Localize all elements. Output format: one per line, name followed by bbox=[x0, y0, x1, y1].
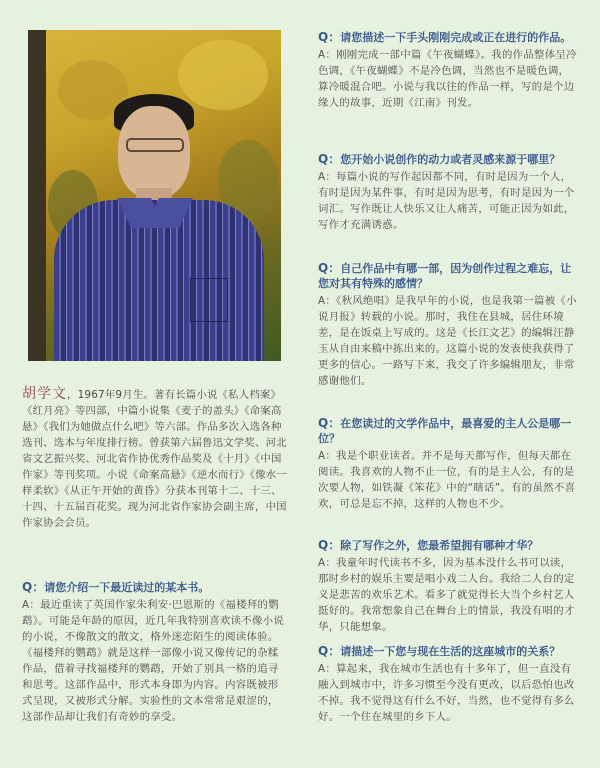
answer-text: 我是个职业读者。并不是每天都写作，但每天都在阅读。我喜欢的人物不止一位，有的是主人公，有的是次要人物，如铁凝《笨花》中的“瞎话”。有的虽然不喜欢，可总是忘不掉，这样的人物也不少。 bbox=[318, 450, 576, 510]
question bbox=[318, 152, 580, 167]
answer-prefix: A： bbox=[318, 295, 337, 307]
question-prefix: Q： bbox=[318, 538, 341, 552]
question-text: 您开始小说创作的动力或者灵感来源于哪里？ bbox=[340, 153, 561, 166]
answer-prefix: A： bbox=[318, 450, 337, 462]
answer-prefix: A： bbox=[318, 663, 337, 675]
answer bbox=[318, 47, 580, 111]
qa-block-recent-book bbox=[22, 580, 287, 725]
question-prefix: Q： bbox=[318, 644, 341, 658]
author-bio-text: ，1967年9月生。著有长篇小说《私人档案》《红月亮》等四部，中篇小说集《麦子的盖头》《命案高悬》《我们为她做点什么吧》等六部。作品多次入选各种选刊、选本与年度排行榜。曾获第六届鲁迅文学奖、河北省文艺振兴奖、河北省作协优秀作品奖及《十月》《中国作家》等刊奖项。小说《命案高悬》《逆水而行》《像水一样柔软》《从正午开始的黄昏》分获本刊第十二、十三、十四、十五届百花奖。现为河北省作家协会副主席，中国作家协会会员。 bbox=[22, 389, 287, 529]
question-text: 除了写作之外，您最希望拥有哪种才华？ bbox=[340, 539, 539, 552]
answer bbox=[318, 661, 580, 725]
question-prefix: Q： bbox=[318, 152, 341, 166]
qa-block-memorable-work bbox=[318, 261, 580, 389]
question bbox=[318, 644, 580, 659]
qa-block-talent bbox=[318, 538, 580, 635]
question-prefix: Q： bbox=[318, 261, 341, 275]
question bbox=[318, 30, 580, 45]
question-prefix: Q： bbox=[22, 580, 45, 594]
photo-pocket bbox=[190, 278, 228, 322]
qa-block-favorite-character bbox=[318, 416, 580, 512]
photo-tree-trunk bbox=[28, 30, 46, 361]
author-photo bbox=[28, 30, 281, 361]
answer-text: 最近重读了英国作家朱利安·巴恩斯的《福楼拜的鹦鹉》。可能是年龄的原因，近几年我特别喜欢读不像小说的小说，不像散文的散文，格外迷恋陌生的阅读体验。《福楼拜的鹦鹉》就是这样一部像小说又像传记的杂糅作品，借着寻找福楼拜的鹦鹉，开始了别具一格的追寻和思考。这部作品中，形式本身即为内容。内容既被形式呈现，又被形式分解。实验性的文本常常是艰涩的，这部作品却让我们有奇妙的享受。 bbox=[22, 599, 285, 723]
photo-face bbox=[118, 106, 190, 198]
question-text: 请您描述一下手头刚刚完成或正在进行的作品。 bbox=[340, 31, 572, 44]
answer bbox=[22, 597, 287, 725]
answer-prefix: A： bbox=[318, 49, 337, 61]
answer bbox=[318, 169, 580, 233]
answer-prefix: A： bbox=[318, 171, 337, 183]
qa-block-city bbox=[318, 644, 580, 725]
answer bbox=[318, 293, 580, 389]
answer-text: 《秋风绝唱》是我早年的小说，也是我第一篇被《小说月报》转载的小说。那时，我住在县城，居住环境差，是在饭桌上写成的。这是《长江文艺》的编辑汪静玉从自由来稿中拣出来的。这篇小说的发表使我获得了更多的信心。一路写下来，我交了许多编辑朋友，非常感谢他们。 bbox=[318, 295, 577, 387]
question bbox=[318, 261, 580, 291]
author-bio bbox=[22, 386, 287, 531]
question-text: 请描述一下您与现在生活的这座城市的关系？ bbox=[340, 645, 561, 658]
qa-block-inspiration bbox=[318, 152, 580, 233]
question-text: 在您读过的文学作品中，最喜爱的主人公是哪一位？ bbox=[318, 417, 572, 445]
photo-glasses bbox=[126, 138, 184, 152]
question-prefix: Q： bbox=[318, 30, 341, 44]
answer-text: 刚刚完成一部中篇《午夜蝴蝶》。我的作品整体呈冷色调，《午夜蝴蝶》不是冷色调，当然也不是暖色调，算冷暖混合吧。小说与我以往的作品一样，写的是个边缘人的故事，近期《江南》刊发。 bbox=[318, 49, 577, 109]
answer-text: 算起来，我在城市生活也有十多年了，但一直没有融入到城市中，许多习惯至今没有更改，以后恐怕也改不掉。我不觉得这有什么不好，当然，也不觉得有多么好。一个住在城里的乡下人。 bbox=[318, 663, 575, 723]
answer-text: 我童年时代读书不多，因为基本没什么书可以读，那时乡村的娱乐主要是唱小戏二人台。我给二人台的定义是悲苦的欢乐艺术。看多了就觉得长大当个乡村艺人挺好的。我常想象自己在舞台上的情景，我没有唱的才华，只能想象。 bbox=[318, 557, 575, 633]
question-prefix: Q： bbox=[318, 416, 341, 430]
question bbox=[318, 416, 580, 446]
answer-prefix: A： bbox=[318, 557, 337, 569]
question-text: 请您介绍一下最近读过的某本书。 bbox=[44, 581, 210, 594]
author-name: 胡学文 bbox=[22, 386, 67, 402]
answer-text: 每篇小说的写作起因都不同，有时是因为一个人，有时是因为某件事，有时是因为思考，有时是因为一个词汇。写作既让人快乐又让人痛苦，可能正因为如此，写作才充满诱惑。 bbox=[318, 171, 575, 231]
question-text: 自己作品中有哪一部，因为创作过程之难忘，让您对其有特殊的感情？ bbox=[318, 262, 572, 290]
question bbox=[22, 580, 287, 595]
answer bbox=[318, 448, 580, 512]
photo-foliage bbox=[178, 40, 268, 110]
question bbox=[318, 538, 580, 553]
answer-prefix: A： bbox=[22, 599, 41, 611]
answer bbox=[318, 555, 580, 635]
qa-block-current-work bbox=[318, 30, 580, 111]
